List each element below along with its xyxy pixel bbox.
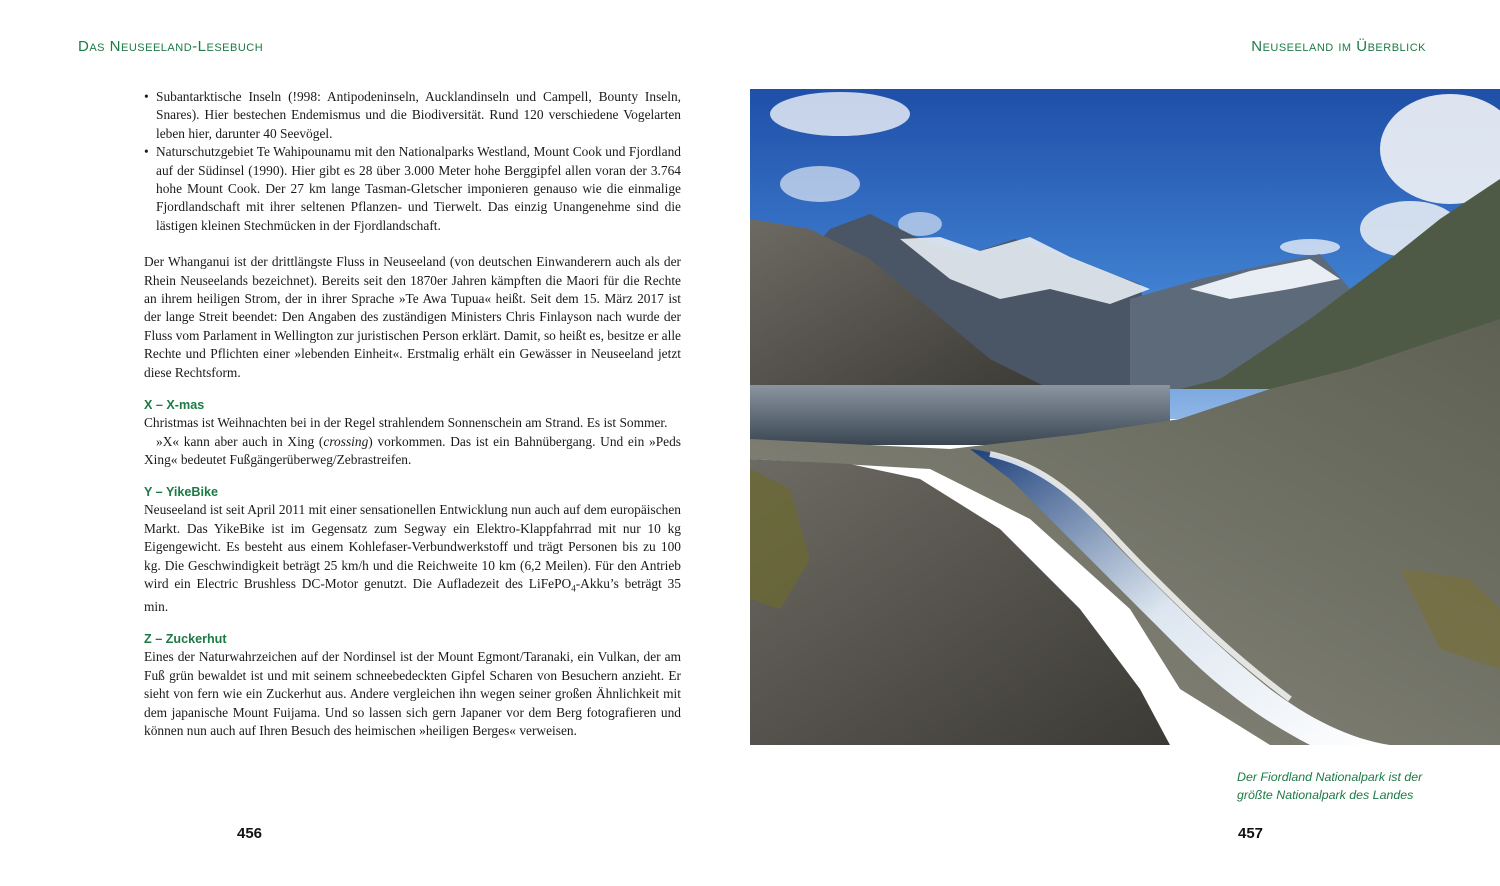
running-head-left: Das Neuseeland-Lesebuch (78, 38, 264, 55)
y-paragraph (144, 501, 681, 616)
running-head-right: Neuseeland im Überblick (1251, 38, 1426, 55)
section-heading-x: X – X-mas (144, 398, 205, 413)
y-text-part: -Akku’s beträgt 35 min. (144, 575, 681, 615)
left-page-body (144, 88, 681, 740)
section-heading-y: Y – YikeBike (144, 485, 218, 500)
list-item: • Subantarktische Inseln (!998: Antipodeninseln, Aucklandinseln und Campell, Bounty Inseln, Snares). Hier bestechen Endemismus und die Biodiversität. Rund 120 verschiedene Vogelarten leben hier, darunter 40 Seevögel. (144, 88, 681, 143)
page-number-left: 456 (237, 825, 263, 842)
y-text-part: Neuseeland ist seit April 2011 mit einer sensationellen Entwicklung nun auch auf dem europäischen Markt. Das YikeBike ist im Gegensatz zum Segway ein Elektro-Klappfahrrad mit nur 10 kg Eigengewicht. Es besteht aus einem Kohlefaser-Verbundwerkstoff und trägt Personen bis zu 100 kg. Die Geschwindigkeit beträgt 25 km/h und die Reichweite 10 km (6,2 Meilen). Für den Antrieb wird ein Electric Brushless DC-Motor genutzt. Die Aufladezeit des LiFePO (144, 502, 681, 591)
photo-caption: Der Fiordland Nationalpark ist der größte Nationalpark des Landes (1237, 770, 1423, 802)
x-text-part: ) vorkommen. Das ist ein Bahnübergang. Und ein »Peds Xing« bedeutet Fußgängerüberweg/Zebrastreifen. (144, 433, 681, 467)
x-text-italic: crossing (323, 433, 369, 449)
fiordland-photo (750, 89, 1500, 745)
subscript: 4 (571, 583, 576, 594)
section-heading-z: Z – Zuckerhut (144, 632, 227, 647)
x-paragraph-1: Christmas ist Weihnachten bei in der Regel strahlendem Sonnenschein am Strand. Es ist Sommer. (144, 415, 668, 431)
x-text-part: »X« kann aber auch in Xing ( (156, 433, 324, 449)
page-number-right: 457 (1238, 825, 1264, 842)
x-paragraph-2 (144, 433, 681, 470)
z-paragraph: Eines der Naturwahrzeichen auf der Nordinsel ist der Mount Egmont/Taranaki, ein Vulkan, der am Fuß grün bewaldet ist und mit seinem schneebedeckten Gipfel Scharen von Besuchern anzieht. Er sieht von fern wie ein Zuckerhut aus. Andere vergleichen ihn wegen seiner großen Ähnlichkeit mit dem japanische Mount Fuijama. Und so lassen sich gern Japaner vor dem Berg fotografieren und können nun auch auf Ihren Besuch des heimischen »heiligen Berges« verweisen. (144, 649, 681, 739)
whanganui-paragraph: Der Whanganui ist der drittlängste Fluss in Neuseeland (von deutschen Einwanderern auch als der Rhein Neuseelands bezeichnet). Bereits seit den 1870er Jahren kämpften die Maori für die Rechte an ihrem heiligen Strom, der in ihrer Sprache »Te Awa Tupua« heißt. Seit dem 15. März 2017 ist der lange Streit beendet: Den Angaben des zuständigen Ministers Chris Finlayson nach wurde der Fluss vom Parlament in Wellington zur juristischen Person erklärt. Damit, so heißt es, besitze er alle Rechte und Pflichten einer »lebenden Einheit«. Erstmalig erhält ein Gewässer in Neuseeland jetzt diese Rechtsform. (144, 254, 681, 380)
bullet-list (144, 88, 681, 235)
list-item: • Naturschutzgebiet Te Wahipounamu mit den Nationalparks Westland, Mount Cook und Fjordland auf der Südinsel (1990). Hier gibt es 28 über 3.000 Meter hohe Berggipfel allen voran der 3.764 hohe Mount Cook. Der 27 km lange Tasman-Gletscher imponieren genauso wie die einmalige Fjordlandschaft mit ihrer seltenen Pflanzen- und Tierwelt. Das einzig Unangenehme sind die lästigen kleinen Stechmücken in der Fjordlandschaft. (144, 143, 681, 235)
